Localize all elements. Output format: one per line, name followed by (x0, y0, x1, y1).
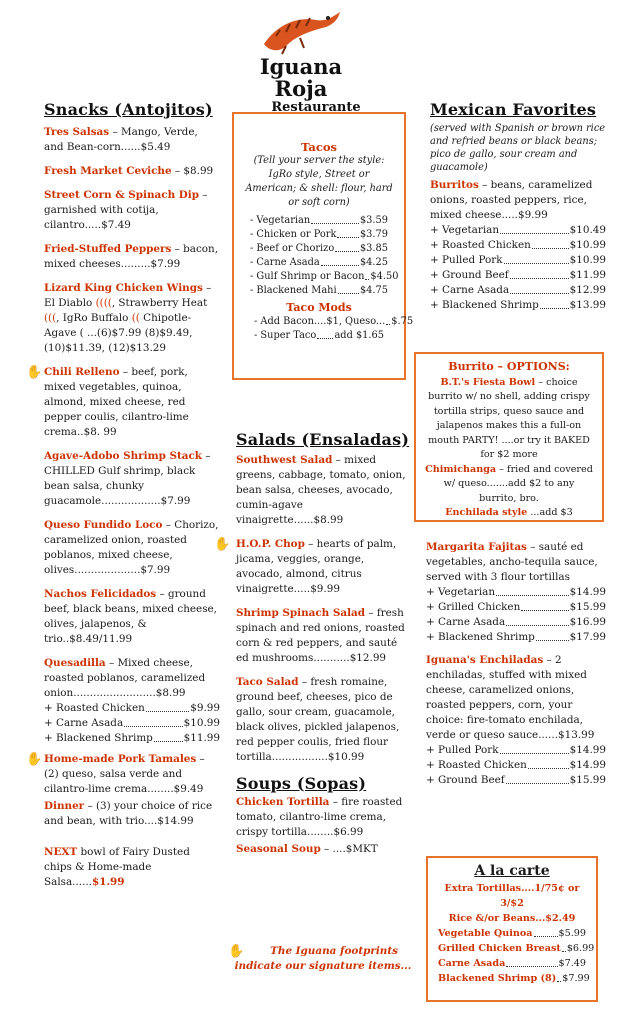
taco-row: - Gulf Shrimp or Bacon $4.50 (250, 271, 399, 282)
add-on-row: + Ground Beef $15.99 (426, 774, 606, 786)
add-on-row: + Vegetarian $10.49 (430, 224, 606, 236)
tacos-box (232, 112, 414, 380)
mexican-description: (served with Spanish or brown rice and refried beans or black beans; pico de gallo, sour cream and guacamole) (430, 123, 606, 173)
salads-heading: Salads (Ensaladas) (236, 430, 410, 449)
menu-item: Margarita Fajitas – sauté ed vegetables, ancho-tequila sauce, served with 3 flour tortillas + Vegetarian $14.99 + Grilled Chicken $15.99 + Carne Asada $16.99 + Blackened Shrimp $17.99 (426, 541, 606, 643)
menu-item: Street Corn & Spinach Dip – garnished with cotija, cilantro.....$7.49 (44, 189, 208, 231)
menu-item: Fried-Stuffed Peppers – bacon, mixed cheeses.........$7.99 (44, 243, 219, 270)
snacks-column (26, 100, 220, 899)
add-on-row: + Roasted Chicken $10.99 (430, 239, 606, 251)
a-la-carte-heading: A la carte (474, 863, 550, 879)
taco-mods-heading: Taco Mods (286, 301, 352, 314)
add-on-row: + Roasted Chicken $14.99 (426, 759, 606, 771)
menu-item: Chicken Tortilla – fire roasted tomato, cilantro-lime crema, crispy tortilla........$6.99 (236, 796, 403, 838)
taco-row: - Vegetarian $3.59 (250, 215, 388, 226)
fiesta-bowl-option: B.T.'s Fiesta Bowl – choice burrito w/ no shell, adding crispy tortilla strips, queso sauce and jalapenos makes this a full-on mouth PARTY! ....or try it BAKED for $2 more (428, 376, 590, 460)
a-la-carte-box (426, 856, 598, 1002)
menu-item: Shrimp Spinach Salad – fresh spinach and red onions, roasted corn & red peppers, and sauté ed mushrooms...........$12.99 (236, 607, 405, 664)
menu-item: Lizard King Chicken Wings – El Diablo ((((, Strawberry Heat (((, IgRo Buffalo (( Chipotle-Agave ( ...(6)$7.99 (8)$9.49, (10)$11.39, (12)$13.29 (44, 282, 212, 354)
taco-mod-row: - Add Bacon....$1, Queso... $.75 (254, 316, 414, 327)
menu-item: Southwest Salad – mixed greens, cabbage, tomato, onion, bean salsa, cheeses, avocado, cumin-agave vinaigrette......$8.99 (236, 454, 406, 526)
heat-icon: (( (131, 312, 140, 324)
iguana-logo-icon (256, 6, 346, 56)
menu-item: Quesadilla – Mixed cheese, roasted poblanos, caramelized onion.........................$8.99 + Roasted Chicken $9.99 + Carne Asada $10.99 + Blackened Shrimp $11.99 (44, 657, 220, 744)
add-on-row: + Carne Asada $10.99 (44, 717, 220, 729)
heat-icon: (((( (95, 297, 112, 309)
tacos-description: (Tell your server the style: IgRo style, Street or American; & shell: flour, hard or soft corn) (245, 155, 393, 208)
extra-tortillas: Extra Tortillas....1/75¢ or 3/$2 (444, 883, 580, 909)
menu-item: Fresh Market Ceviche – $8.99 (44, 165, 214, 177)
fajitas-enchiladas-column (426, 540, 606, 797)
a-la-carte-row: Grilled Chicken Breast $6.99 (438, 943, 595, 954)
menu-item: ✋ Home-made Pork Tamales – (2) queso, salsa verde and cilantro-lime crema........$9.49 (26, 752, 205, 795)
menu-item: Burritos – beans, caramelized onions, roasted peppers, rice, mixed cheese.....$9.99 + Vegetarian $10.49 + Roasted Chicken $10.99 + Pulled Pork $10.99 + Ground Beef $11.99 + Carne Asada $12.99 + Blackened Shrimp $13.99 (430, 179, 606, 311)
taco-row: - Chicken or Pork $3.79 (250, 229, 388, 240)
enchilada-style-option: Enchilada style ...add $3 (445, 507, 573, 518)
burrito-options-box (414, 352, 604, 522)
add-on-row: + Blackened Shrimp $17.99 (426, 631, 606, 643)
add-on-row: + Pulled Pork $10.99 (430, 254, 606, 266)
menu-item: Iguana's Enchiladas – 2 enchiladas, stuffed with mixed cheese, caramelized onions, roasted peppers, corn, your choice: fire-tomato enchilada, verde or queso sauce......$13.99 + Pulled Pork $14.99 + Roasted Chicken $14.99 + Ground Beef $15.99 (426, 654, 606, 786)
taco-row: - Blackened Mahi $4.75 (250, 285, 388, 296)
add-on-row: + Carne Asada $12.99 (430, 284, 606, 296)
chimichanga-option: Chimichanga – fried and covered w/ queso.......add $2 to any burrito, bro. (425, 463, 593, 504)
taco-row: - Beef or Chorizo $3.85 (250, 243, 388, 254)
add-on-row: + Carne Asada $16.99 (426, 616, 606, 628)
add-on-row: + Blackened Shrimp $11.99 (44, 732, 220, 744)
add-on-row: + Roasted Chicken $9.99 (44, 702, 220, 714)
add-on-row: + Blackened Shrimp $13.99 (430, 299, 606, 311)
rice-beans: Rice &/or Beans...$2.49 (448, 913, 576, 924)
footprint-icon: ✋ (26, 752, 43, 767)
taco-row: - Carne Asada $4.25 (250, 257, 388, 268)
add-on-row: + Vegetarian $14.99 (426, 586, 606, 598)
add-on-row: + Pulled Pork $14.99 (426, 744, 606, 756)
a-la-carte-row: Blackened Shrimp (8) $7.99 (438, 973, 590, 984)
logo (236, 6, 366, 115)
taco-mod-row: - Super Taco add $1.65 (254, 330, 384, 341)
add-on-row: + Grilled Chicken $15.99 (426, 601, 606, 613)
restaurant-name: Iguana Roja (259, 54, 343, 101)
a-la-carte-row: Vegetable Quinoa $5.99 (438, 928, 586, 939)
menu-item: Queso Fundido Loco – Chorizo, caramelized onion, roasted poblanos, mixed cheese, olives....................$7.99 (44, 519, 219, 576)
heat-icon: ((( (44, 312, 57, 324)
signature-footnote: ✋ The Iguana footprints indicate our signature items... (228, 944, 412, 972)
menu-item: ✋ H.O.P. Chop – hearts of palm, jicama, veggies, orange, avocado, almond, citrus vinaigrette.....$9.99 (214, 537, 397, 595)
a-la-carte-row: Carne Asada $7.49 (438, 958, 586, 969)
burrito-options-heading: Burrito – OPTIONS: (448, 360, 570, 373)
menu-item: Taco Salad – fresh romaine, ground beef, cheeses, pico de gallo, sour cream, guacamole, black olives, pickled jalapenos, red pepper coulis, fried flour tortilla.................$10.99 (236, 676, 400, 763)
mexican-heading: Mexican Favorites (430, 100, 597, 119)
footprint-icon: ✋ (214, 537, 231, 552)
menu-item: NEXT bowl of Fairy Dusted chips & Home-made Salsa......$1.99 (44, 846, 190, 888)
menu-item: Dinner – (3) your choice of rice and bean, with trio....$14.99 (44, 800, 213, 827)
menu-item: Tres Salsas – Mango, Verde, and Bean-corn......$5.49 (44, 126, 198, 153)
add-on-row: + Ground Beef $11.99 (430, 269, 606, 281)
footprint-icon: ✋ (228, 944, 245, 959)
menu-item: Seasonal Soup – ....$MKT (236, 843, 378, 855)
soups-heading: Soups (Sopas) (236, 774, 367, 793)
menu-item: Nachos Felicidados – ground beef, black beans, mixed cheese, olives, jalapenos, & trio..$8.49/11.99 (44, 588, 217, 645)
menu-item: Agave-Adobo Shrimp Stack – CHILLED Gulf shrimp, black bean salsa, chunky guacamole..................$7.99 (44, 450, 211, 507)
salads-column (214, 430, 410, 866)
menu-item: ✋ Chili Relleno – beef, pork, mixed vegetables, quinoa, almond, mixed cheese, red pepper coulis, cilantro-lime crema..$8. 99 (26, 365, 189, 438)
snacks-heading: Snacks (Antojitos) (44, 100, 213, 119)
restaurant-subtitle: Restaurante (271, 100, 361, 115)
footprint-icon: ✋ (26, 365, 43, 380)
tacos-heading: Tacos (300, 140, 338, 154)
mexican-column (430, 100, 606, 322)
